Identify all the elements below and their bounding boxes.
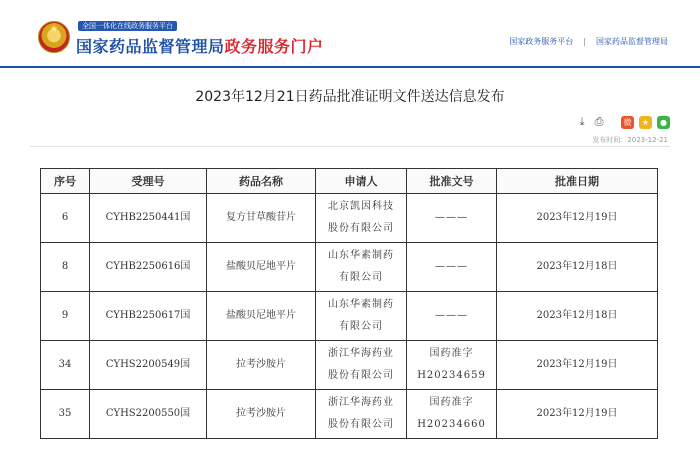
site-header	[0, 0, 700, 68]
approval-no-text: 国药准字H20234660	[417, 397, 486, 430]
site-name-suffix: 政务服务门户	[224, 37, 324, 56]
table-row	[41, 341, 658, 390]
table-row	[41, 194, 658, 243]
approval-no-text: 国药准字H20234659	[417, 348, 486, 381]
cell-accept-no: CYHB2250441国	[90, 194, 207, 243]
cell-no: 9	[41, 292, 90, 341]
applicant-text: 北京凯因科技股份有限公司	[328, 201, 394, 234]
platform-tag: 全国一体化在线政务服务平台	[78, 21, 177, 31]
applicant-text: 山东华素制药有限公司	[328, 250, 394, 283]
cell-date: 2023年12月18日	[497, 243, 658, 292]
column-header: 批准文号	[407, 169, 497, 194]
cell-accept-no: CYHS2200550国	[90, 390, 207, 439]
weibo-icon[interactable]: 微	[621, 116, 634, 129]
national-emblem-icon[interactable]: ★	[38, 21, 70, 53]
cell-approval-no	[407, 194, 497, 243]
cell-drug: 拉考沙胺片	[207, 341, 316, 390]
approval-no-text: ———	[435, 212, 468, 223]
cell-no: 34	[41, 341, 90, 390]
qzone-icon[interactable]: ★	[639, 116, 652, 129]
cell-drug: 盐酸贝尼地平片	[207, 243, 316, 292]
cell-applicant	[316, 243, 407, 292]
cell-date: 2023年12月19日	[497, 341, 658, 390]
site-name[interactable]	[76, 34, 324, 57]
cell-applicant	[316, 194, 407, 243]
column-header: 序号	[41, 169, 90, 194]
table-row	[41, 292, 658, 341]
column-header: 申请人	[316, 169, 407, 194]
cell-applicant	[316, 341, 407, 390]
cell-drug: 盐酸贝尼地平片	[207, 292, 316, 341]
applicant-text: 山东华素制药有限公司	[328, 299, 394, 332]
header-links	[509, 36, 668, 47]
link-nmpa[interactable]: 国家药品监督管理局	[596, 37, 668, 46]
cell-drug: 复方甘草酸苷片	[207, 194, 316, 243]
column-header: 受理号	[90, 169, 207, 194]
cell-applicant	[316, 390, 407, 439]
cell-accept-no: CYHS2200549国	[90, 341, 207, 390]
cell-no: 6	[41, 194, 90, 243]
cell-date: 2023年12月19日	[497, 194, 658, 243]
link-national-service-platform[interactable]: 国家政务服务平台	[509, 37, 574, 46]
cell-date: 2023年12月18日	[497, 292, 658, 341]
site-name-main: 国家药品监督管理局	[76, 37, 225, 56]
approval-no-text: ———	[435, 310, 468, 321]
title-divider	[30, 146, 670, 147]
cell-applicant	[316, 292, 407, 341]
cell-accept-no: CYHB2250616国	[90, 243, 207, 292]
column-header: 批准日期	[497, 169, 658, 194]
table-row	[41, 243, 658, 292]
cell-no: 8	[41, 243, 90, 292]
download-icon[interactable]: ⤓	[579, 115, 585, 128]
applicant-text: 浙江华海药业股份有限公司	[328, 397, 394, 430]
cell-drug: 拉考沙胺片	[207, 390, 316, 439]
cell-approval-no	[407, 341, 497, 390]
header-divider	[0, 66, 700, 68]
article-tools	[576, 115, 670, 129]
cell-approval-no	[407, 243, 497, 292]
column-header: 药品名称	[207, 169, 316, 194]
publish-date: 发布时间：2023-12-21	[592, 136, 668, 144]
print-icon[interactable]: ⎙	[594, 115, 604, 128]
applicant-text: 浙江华海药业股份有限公司	[328, 348, 394, 381]
cell-accept-no: CYHB2250617国	[90, 292, 207, 341]
wechat-icon[interactable]: ●	[657, 116, 670, 129]
table-row	[41, 390, 658, 439]
page-title: 2023年12月21日药品批准证明文件送达信息发布	[195, 89, 505, 105]
approval-no-text: ———	[435, 261, 468, 272]
link-separator: |	[583, 37, 586, 46]
cell-approval-no	[407, 390, 497, 439]
approval-table	[40, 168, 658, 439]
table-header-row	[41, 169, 658, 194]
cell-approval-no	[407, 292, 497, 341]
cell-date: 2023年12月19日	[497, 390, 658, 439]
cell-no: 35	[41, 390, 90, 439]
